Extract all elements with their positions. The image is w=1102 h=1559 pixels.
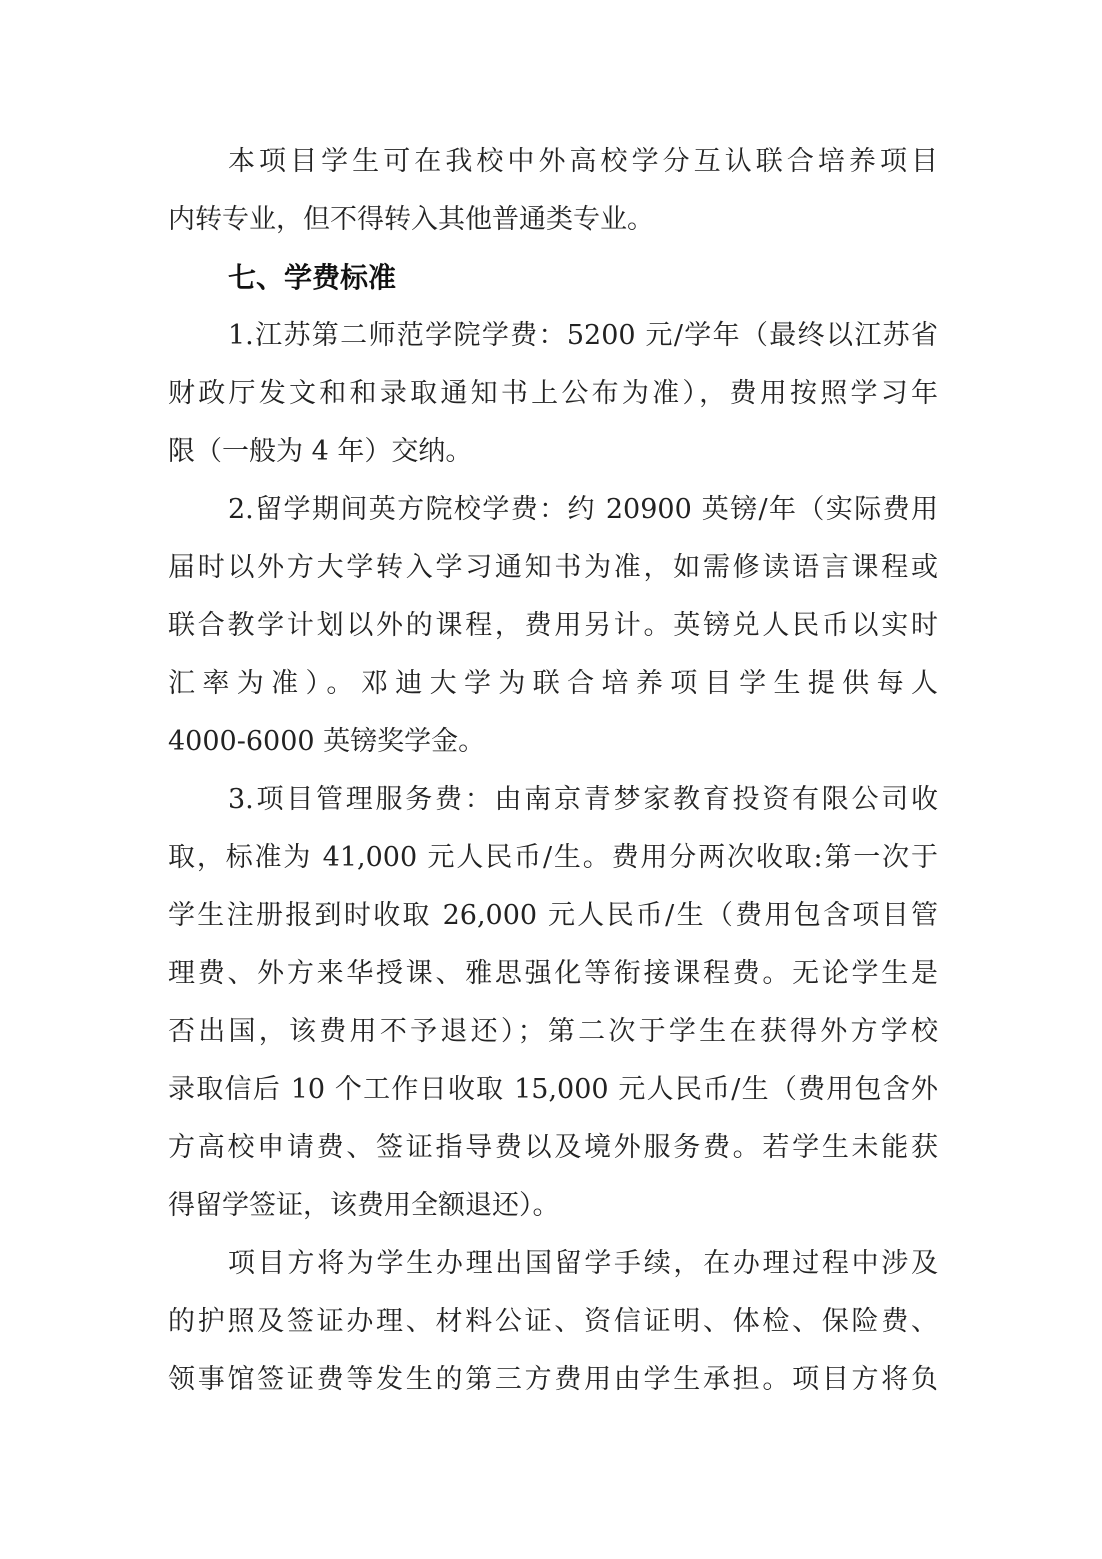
- paragraph-line: 得留学签证，该费用全额退还）。: [168, 1190, 560, 1221]
- section-heading: 七、学费标准: [228, 261, 397, 294]
- paragraph-line: 否出国，该费用不予退还）；第二次于学生在获得外方学校: [168, 1016, 938, 1047]
- paragraph-line: 录取信后 10 个工作日收取 15,000 元人民币/生（费用包含外: [168, 1074, 938, 1105]
- paragraph-line: 限（一般为 4 年）交纳。: [168, 436, 473, 467]
- paragraph-line: 本项目学生可在我校中外高校学分互认联合培养项目: [228, 146, 938, 177]
- paragraph-line: 领事馆签证费等发生的第三方费用由学生承担。项目方将负: [168, 1364, 938, 1395]
- paragraph-line: 届时以外方大学转入学习通知书为准，如需修读语言课程或: [168, 552, 938, 583]
- paragraph-line: 的护照及签证办理、材料公证、资信证明、体检、保险费、: [168, 1306, 938, 1337]
- paragraph-line: 财政厅发文和和录取通知书上公布为准），费用按照学习年: [168, 378, 938, 409]
- paragraph-line: 汇率为准）。邓迪大学为联合培养项目学生提供每人: [168, 668, 938, 699]
- paragraph-line: 1.江苏第二师范学院学费：5200 元/学年（最终以江苏省: [228, 320, 938, 351]
- paragraph-line: 4000-6000 英镑奖学金。: [168, 726, 486, 757]
- paragraph-line: 3.项目管理服务费：由南京青梦家教育投资有限公司收: [228, 784, 938, 815]
- paragraph-line: 联合教学计划以外的课程，费用另计。英镑兑人民币以实时: [168, 610, 938, 641]
- paragraph-line: 项目方将为学生办理出国留学手续，在办理过程中涉及: [228, 1248, 938, 1279]
- paragraph-line: 内转专业，但不得转入其他普通类专业。: [168, 204, 654, 235]
- paragraph-line: 取，标准为 41,000 元人民币/生。费用分两次收取:第一次于: [168, 842, 938, 873]
- paragraph-line: 学生注册报到时收取 26,000 元人民币/生（费用包含项目管: [168, 900, 938, 931]
- paragraph-line: 理费、外方来华授课、雅思强化等衔接课程费。无论学生是: [168, 958, 938, 989]
- paragraph-line: 2.留学期间英方院校学费：约 20900 英镑/年（实际费用: [228, 494, 938, 525]
- paragraph-line: 方高校申请费、签证指导费以及境外服务费。若学生未能获: [168, 1132, 938, 1163]
